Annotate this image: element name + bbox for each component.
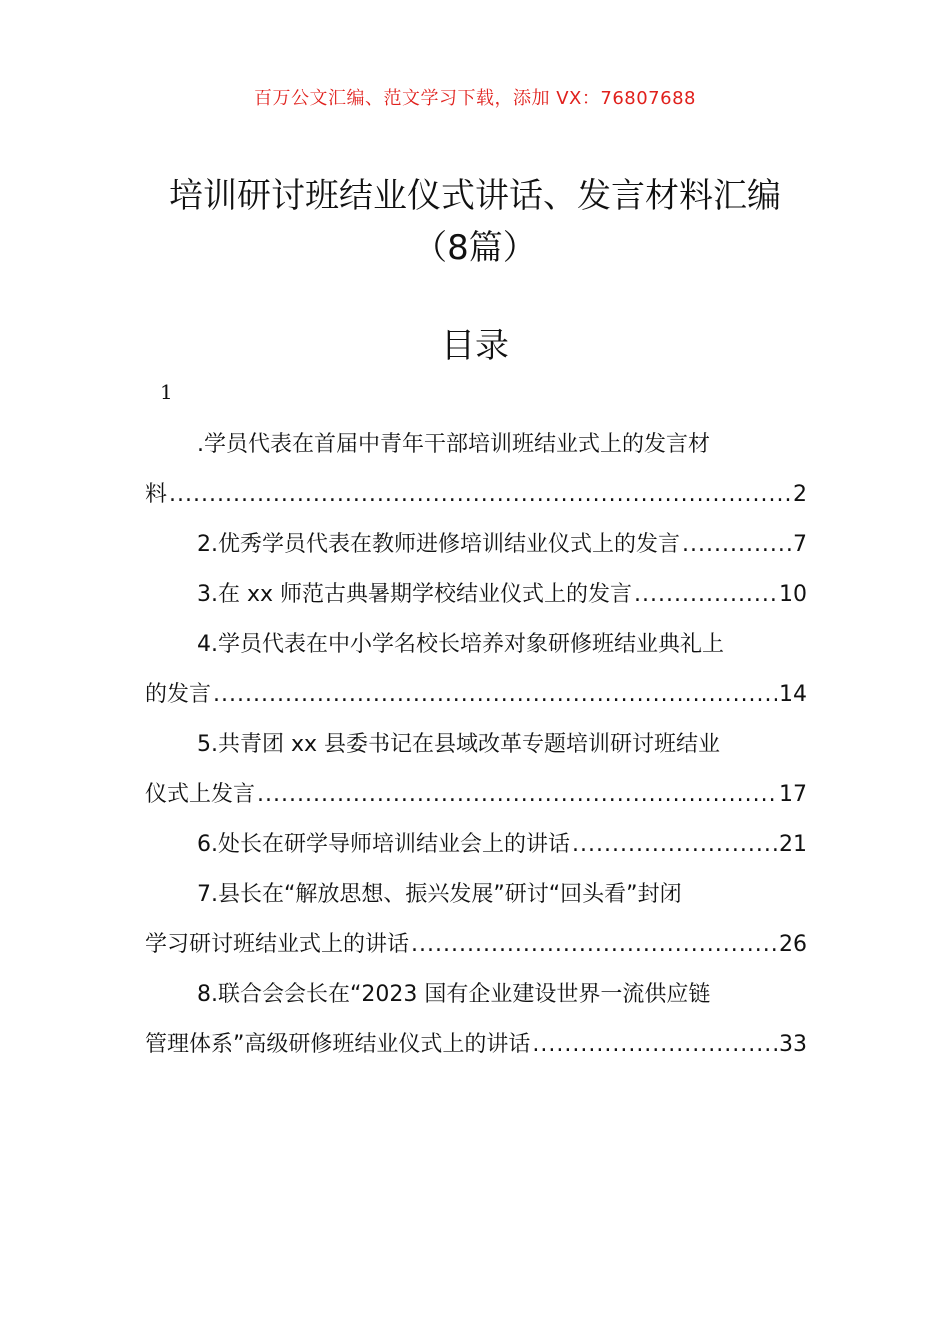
stray-page-number: 1 bbox=[160, 380, 173, 404]
toc-entry-6[interactable] bbox=[145, 820, 807, 870]
toc-entry-text-line2: 学习研讨班结业式上的讲话 bbox=[145, 932, 410, 957]
table-of-contents bbox=[145, 420, 807, 1070]
toc-entry-text-line2: 仪式上发言 bbox=[145, 782, 256, 807]
toc-entry-2[interactable] bbox=[145, 520, 807, 570]
toc-entry-text: 6.处长在研学导师培训结业会上的讲话 bbox=[197, 832, 570, 857]
dot-leader bbox=[257, 770, 777, 820]
toc-entry-7[interactable] bbox=[145, 870, 807, 970]
toc-entry-5[interactable] bbox=[145, 720, 807, 820]
toc-entry-text-line2: 管理体系”高级研修班结业仪式上的讲话 bbox=[145, 1032, 531, 1057]
document-title-line-1: 培训研讨班结业仪式讲话、发言材料汇编 bbox=[169, 176, 781, 216]
document-title bbox=[0, 170, 950, 274]
toc-entry-3[interactable] bbox=[145, 570, 807, 620]
toc-page-number: 21 bbox=[779, 832, 807, 857]
toc-entry-text-line1: 5.共青团 xx 县委书记在县域改革专题培训研讨班结业 bbox=[197, 732, 721, 757]
toc-entry-text-line1: 7.县长在“解放思想、振兴发展”研讨“回头看”封闭 bbox=[197, 882, 682, 907]
toc-page-number: 7 bbox=[793, 532, 807, 557]
toc-page-number: 2 bbox=[793, 482, 807, 507]
toc-entry-text-line1: 8.联合会会长在“2023 国有企业建设世界一流供应链 bbox=[197, 982, 711, 1007]
toc-entry-text-line1: .学员代表在首届中青年干部培训班结业式上的发言材 bbox=[197, 432, 710, 457]
dot-leader bbox=[532, 1020, 777, 1070]
toc-entry-text-line2: 的发言 bbox=[145, 682, 212, 707]
toc-page-number: 10 bbox=[779, 582, 807, 607]
dot-leader bbox=[411, 920, 777, 970]
dot-leader bbox=[572, 820, 777, 870]
toc-entry-text-line2: 料 bbox=[145, 482, 168, 507]
watermark-header: 百万公文汇编、范文学习下载，添加 VX：76807688 bbox=[254, 88, 696, 109]
toc-page-number: 33 bbox=[779, 1032, 807, 1057]
toc-entry-text: 3.在 xx 师范古典暑期学校结业仪式上的发言 bbox=[197, 582, 633, 607]
toc-page-number: 14 bbox=[779, 682, 807, 707]
document-title-line-2: （8篇） bbox=[413, 228, 537, 268]
toc-entry-1[interactable] bbox=[145, 420, 807, 520]
dot-leader bbox=[682, 520, 791, 570]
dot-leader bbox=[213, 670, 777, 720]
toc-heading: 目录 bbox=[441, 326, 509, 366]
dot-leader bbox=[169, 470, 791, 520]
toc-entry-8[interactable] bbox=[145, 970, 807, 1070]
toc-page-number: 17 bbox=[779, 782, 807, 807]
toc-entry-text-line1: 4.学员代表在中小学名校长培养对象研修班结业典礼上 bbox=[197, 632, 724, 657]
toc-page-number: 26 bbox=[779, 932, 807, 957]
toc-entry-text: 2.优秀学员代表在教师进修培训结业仪式上的发言 bbox=[197, 532, 680, 557]
dot-leader bbox=[634, 570, 777, 620]
toc-entry-4[interactable] bbox=[145, 620, 807, 720]
